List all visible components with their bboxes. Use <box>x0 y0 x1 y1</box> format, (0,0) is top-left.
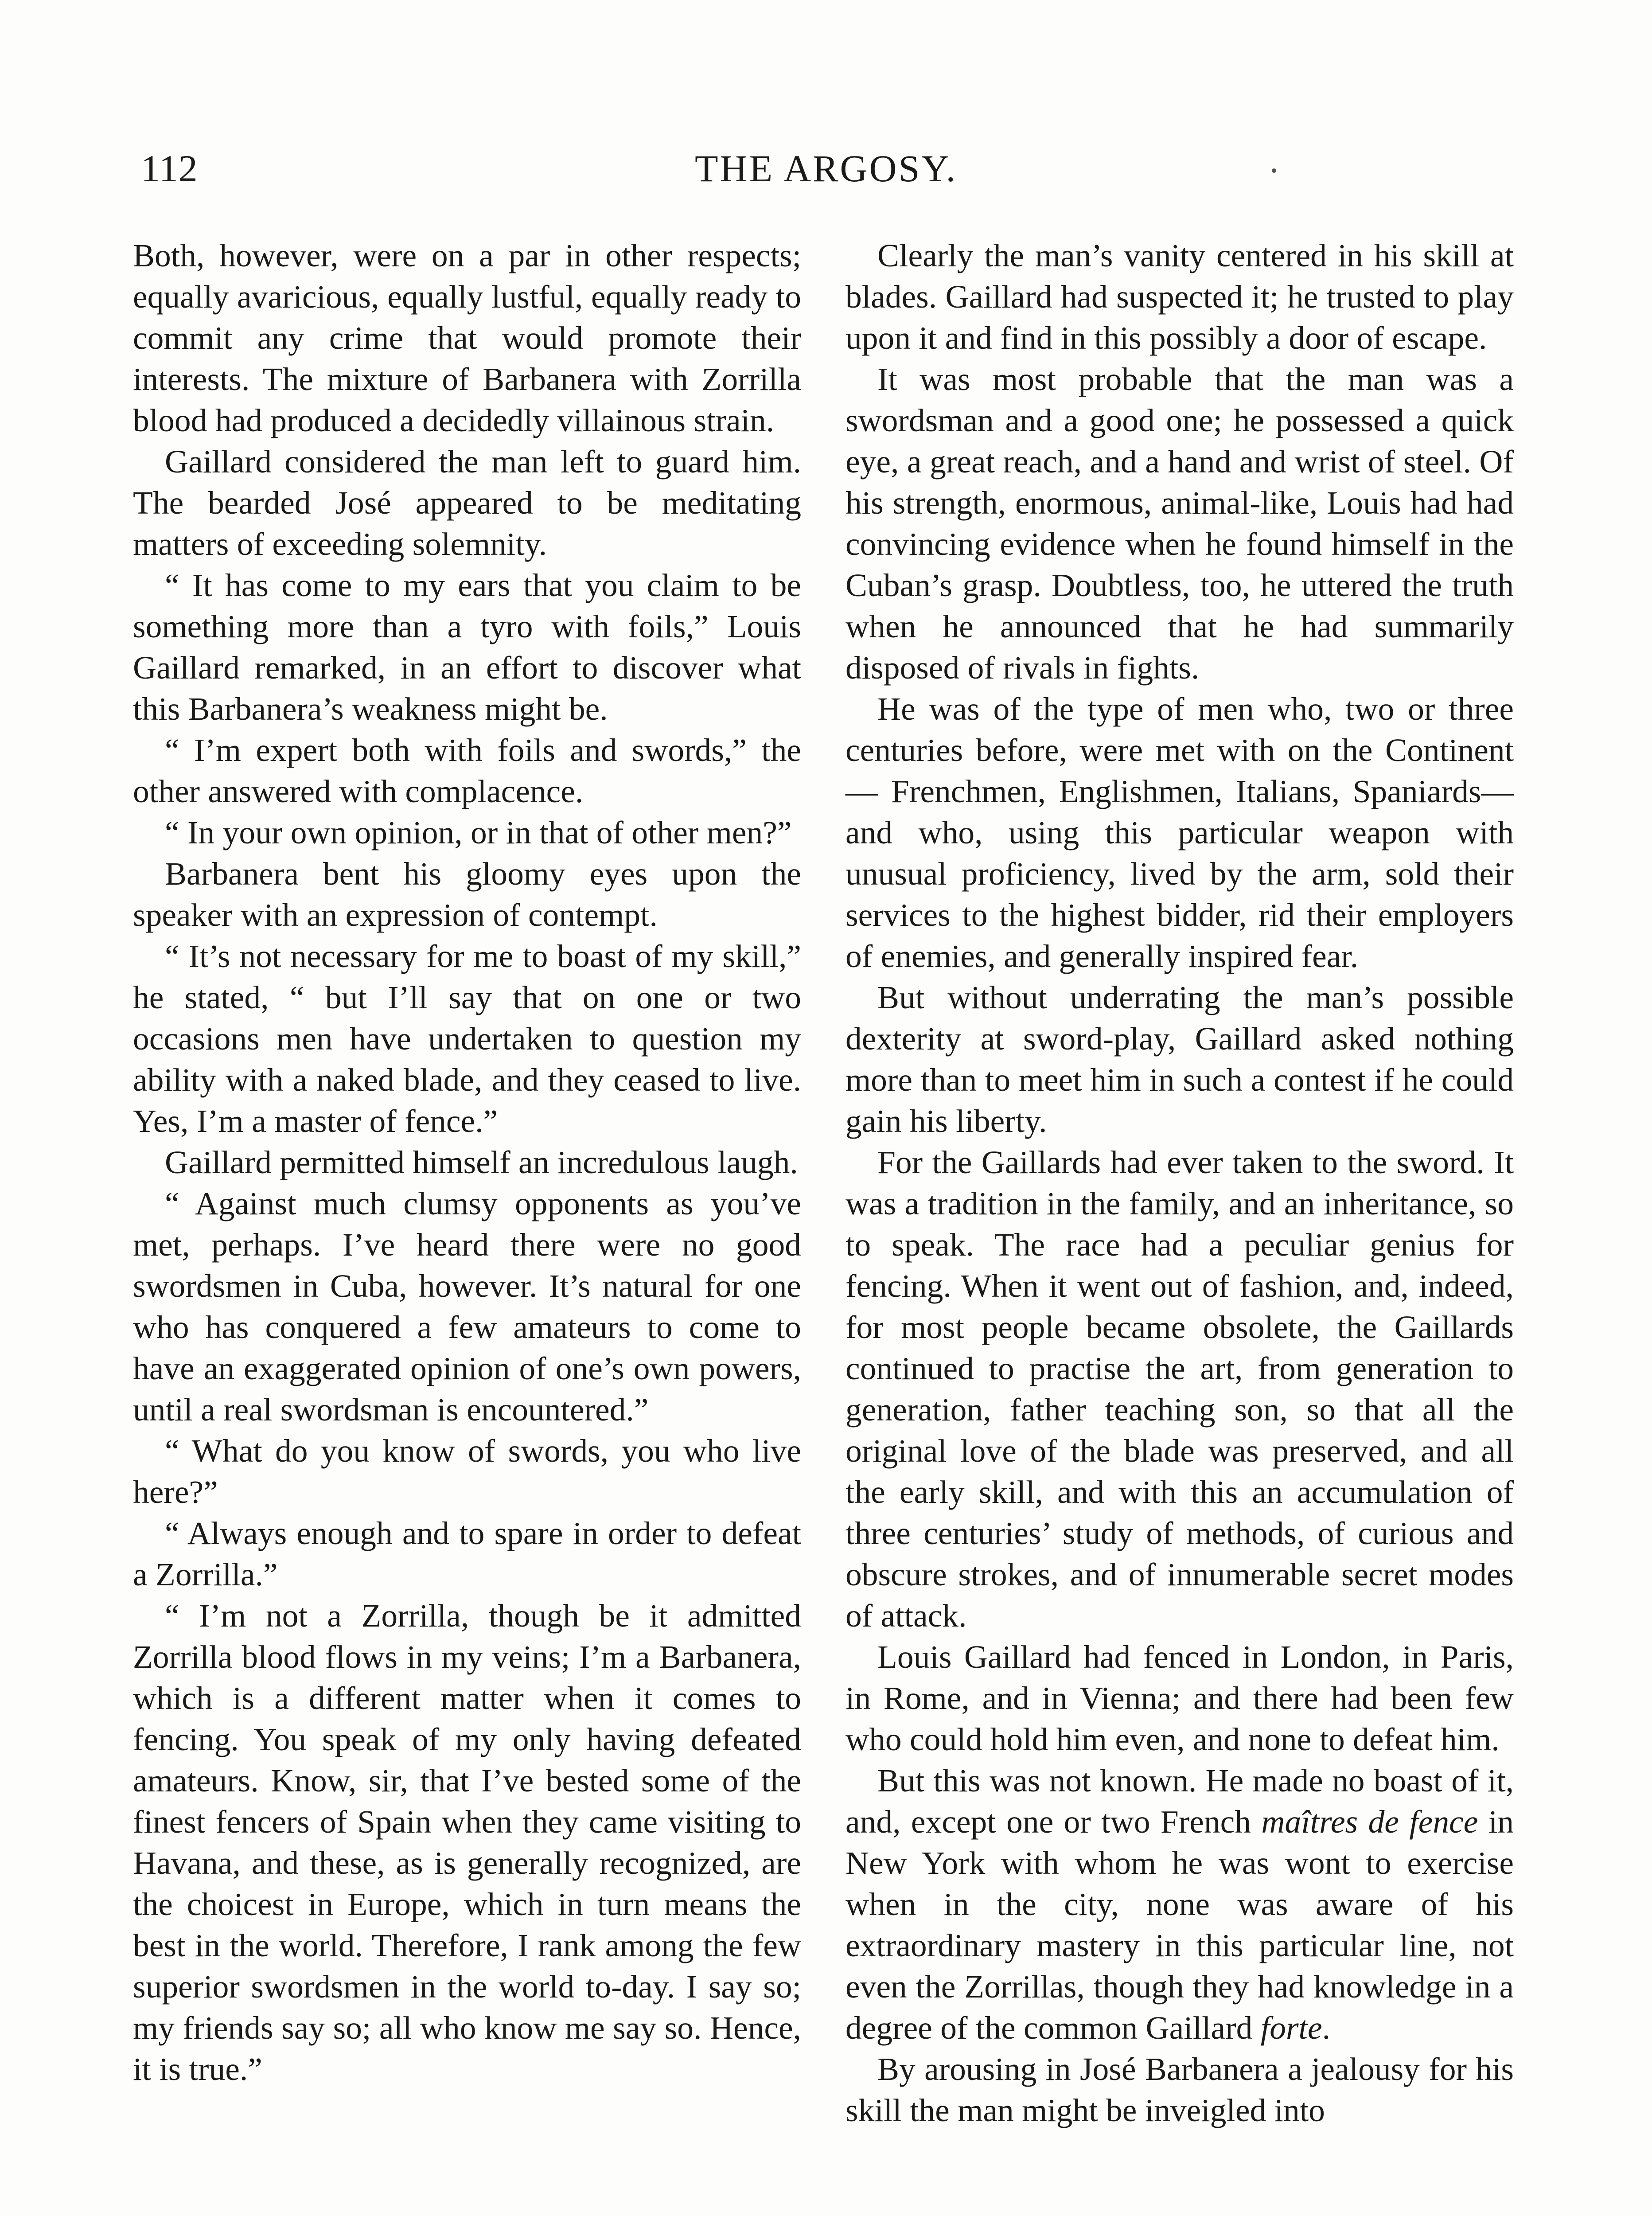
running-title: THE ARGOSY. <box>695 147 957 190</box>
right-column <box>845 235 1514 2131</box>
text-run: But this was not known. He made no boast of it, and, except one or two French <box>845 1763 1514 1840</box>
paragraph: “ Against much clumsy opponents as you’ve met, perhaps. I’ve heard there were no good swordsmen in Cuba, however. It’s natural for one who has conquered a few amateurs to come to have an exaggerated opinion of one’s own powers, until a real swordsman is encountered.” <box>133 1186 801 1428</box>
paragraph: “ In your own opinion, or in that of other men?” <box>165 815 792 851</box>
paragraph: “ It’s not necessary for me to boast of my skill,” he stated, “ but I’ll say that on one or two occasions men have undertaken to question my ability with a naked blade, and they ceased to live. Yes, I’m a master of fence.” <box>133 938 801 1139</box>
left-column <box>133 235 801 2090</box>
italic-text: maîtres de fence <box>1261 1804 1478 1840</box>
paragraph: Both, however, were on a par in other respects; equally avaricious, equally lustful, equally ready to commit any crime that would promote their interests. The mixture of Barbanera with Zorrilla blood had produced a decidedly villainous strain. <box>133 238 801 438</box>
paragraph: “ It has come to my ears that you claim to be something more than a tyro with foils,” Louis Gaillard remarked, in an effort to discover what this Barbanera’s weakness might be. <box>133 567 801 727</box>
paragraph: “ What do you know of swords, you who live here?” <box>133 1433 801 1510</box>
text-run: in New York with whom he was wont to exercise when in the city, none was aware of his extraordinary mastery in this particular line, not even the Zorrillas, though they had knowledge in a degree of the common Gaillard <box>845 1804 1514 2046</box>
paragraph: Gaillard permitted himself an incredulous laugh. <box>165 1144 798 1180</box>
text-run: . <box>1322 2010 1330 2046</box>
paragraph: It was most probable that the man was a swordsman and a good one; he possessed a quick eye, a great reach, and a hand and wrist of steel. Of his strength, enormous, animal-like, Louis had had convincing evidence when he found himself in the Cuban’s grasp. Doubtless, too, he uttered the truth when he announced that he had summarily disposed of rivals in fights. <box>845 361 1514 686</box>
page-number: 112 <box>141 147 198 190</box>
paragraph: By arousing in José Barbanera a jealousy for his skill the man might be inveigled into <box>845 2051 1514 2128</box>
paragraph: Barbanera bent his gloomy eyes upon the speaker with an expression of contempt. <box>133 856 801 933</box>
paragraph: “ I’m expert both with foils and swords,” the other answered with complacence. <box>133 732 801 809</box>
paragraph: Clearly the man’s vanity centered in his skill at blades. Gaillard had suspected it; he trusted to play upon it and find in this possibly a door of escape. <box>845 238 1514 356</box>
paragraph: “ I’m not a Zorrilla, though be it admitted Zorrilla blood flows in my veins; I’m a Barbanera, which is a different matter when it comes to fencing. You speak of my only having defeated amateurs. Know, sir, that I’ve bested some of the finest fencers of Spain when they came visiting to Havana, and these, as is generally recognized, are the choicest in Europe, which in turn means the best in the world. Therefore, I rank among the few superior swordsmen in the world to-day. I say so; my friends say so; all who know me say so. Hence, it is true.” <box>133 1598 801 2087</box>
paragraph: Gaillard considered the man left to guard him. The bearded José appeared to be meditating matters of exceeding solemnity. <box>133 444 801 562</box>
print-speck <box>1272 168 1276 173</box>
paragraph: For the Gaillards had ever taken to the sword. It was a tradition in the family, and an inheritance, so to speak. The race had a peculiar genius for fencing. When it went out of fashion, and, indeed, for most people became obsolete, the Gaillards continued to practise the art, from generation to generation, father teaching son, so that all the original love of the blade was preserved, and all the early skill, and with this an accumulation of three centuries’ study of methods, of curious and obscure strokes, and of innumerable secret modes of attack. <box>845 1144 1514 1634</box>
italic-text: forte <box>1260 2010 1322 2046</box>
paragraph: Louis Gaillard had fenced in London, in Paris, in Rome, and in Vienna; and there had been few who could hold him even, and none to defeat him. <box>845 1639 1514 1757</box>
paragraph: “ Always enough and to spare in order to defeat a Zorrilla.” <box>133 1515 801 1592</box>
paragraph: But without underrating the man’s possible dexterity at sword-play, Gaillard asked nothing more than to meet him in such a contest if he could gain his liberty. <box>845 979 1514 1139</box>
paragraph: He was of the type of men who, two or three centuries before, were met with on the Continent — Frenchmen, Englishmen, Italians, Spaniards—and who, using this particular weapon with unusual proficiency, lived by the arm, sold their services to the highest bidder, rid their employers of enemies, and generally inspired fear. <box>845 691 1514 974</box>
paragraph <box>845 1760 1514 2048</box>
